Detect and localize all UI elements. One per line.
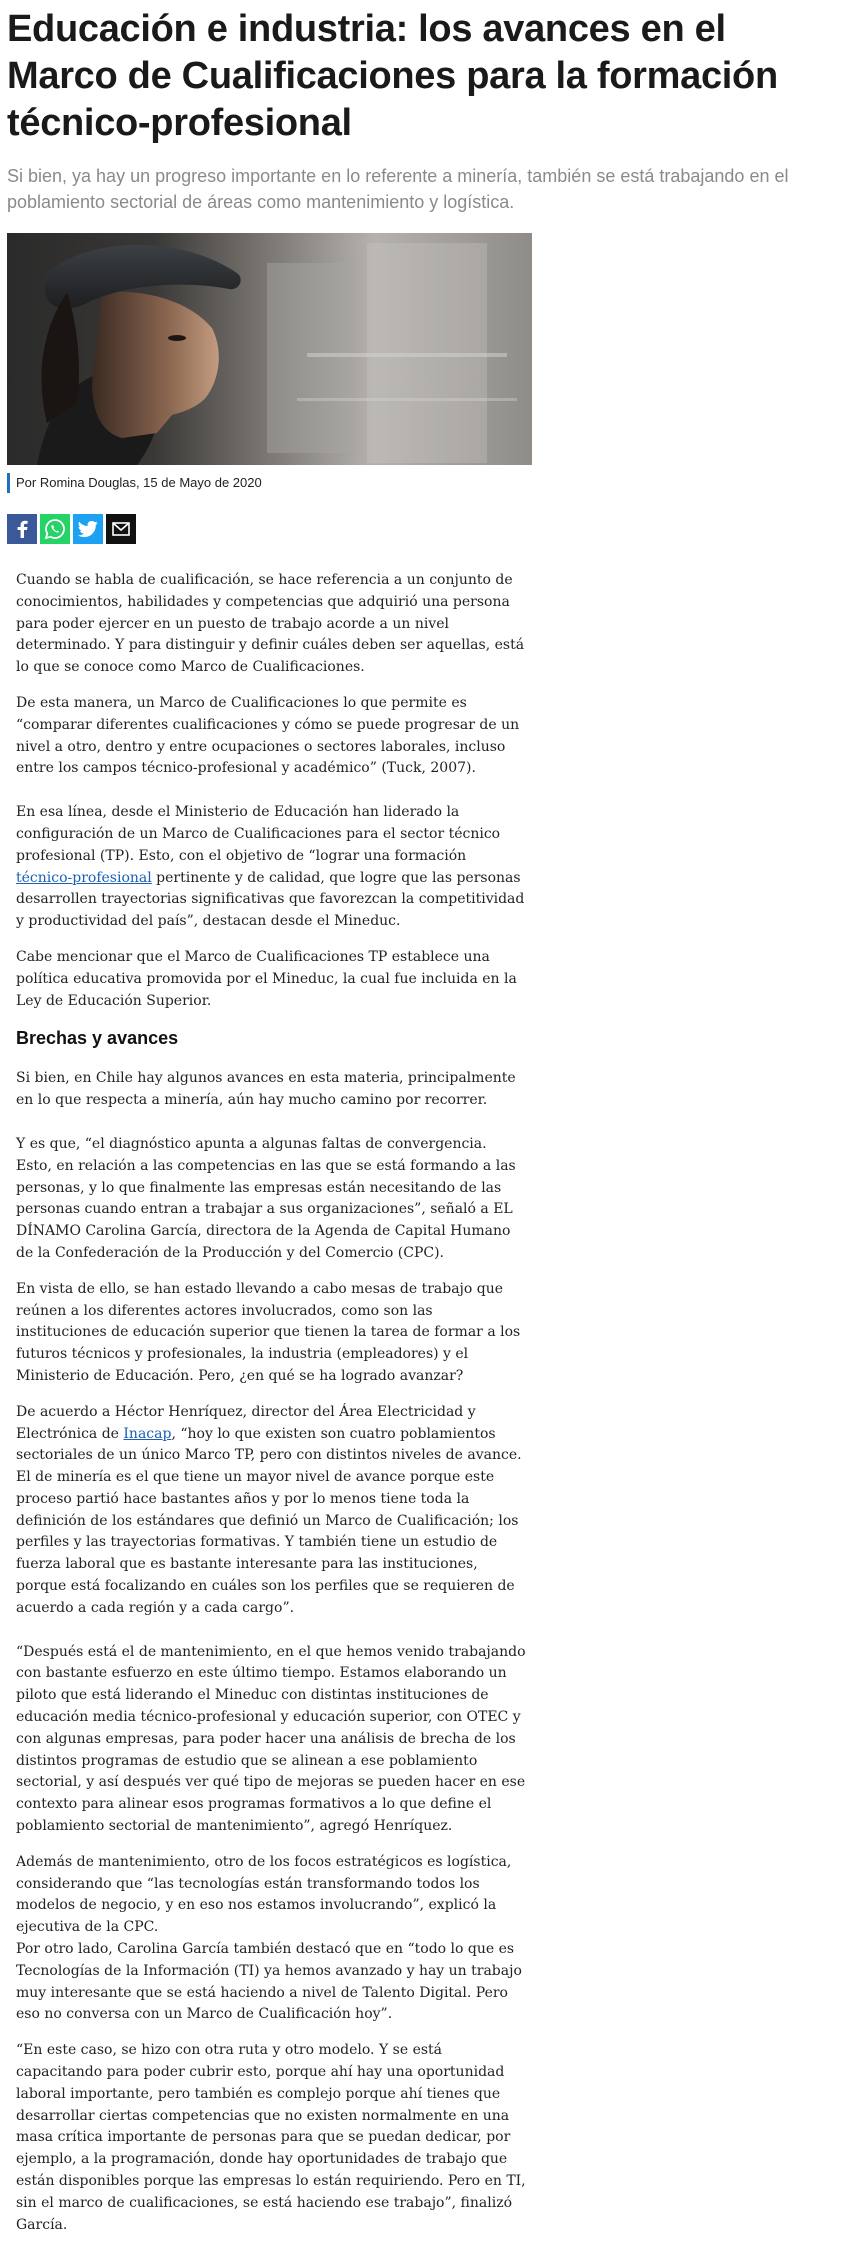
section-heading: Brechas y avances [16, 1028, 179, 1049]
paragraph-3-text-b: pertinente y de calidad, que logre que las personas desarrollen trayectorias significativas que favorezcan la competitividad y productividad del país”, destacan desde el Mineduc. [16, 869, 525, 930]
paragraph-6: Y es que, “el diagnóstico apunta a algunas faltas de convergencia. Esto, en relación a las competencias en las que se está formando a las personas, y lo que finalmente las empresas están necesitando de las personas cuando entran a trabajar a sus organizaciones”, señaló a EL DÍNAMO Carolina García, directora de la Agenda de Capital Humano de la Confederación de la Producción y del Comercio (CPC). [16, 1135, 516, 1261]
email-icon [112, 522, 130, 536]
article-body [16, 570, 526, 2250]
paragraph-4: Cabe mencionar que el Marco de Cualificaciones TP establece una política educativa promovida por el Mineduc, la cual fue incluida en la Ley de Educación Superior. [16, 948, 517, 1009]
article-byline: Por Romina Douglas, 15 de Mayo de 2020 [7, 473, 262, 493]
facebook-share-button[interactable] [7, 514, 37, 544]
share-bar [7, 514, 136, 544]
hero-photo [7, 233, 532, 465]
paragraph-3-text-a: En esa línea, desde el Ministerio de Educación han liderado la configuración de un Marco de Cualificaciones para el sector técnico profesional (TP). Esto, con el objetivo de “lograr una formación [16, 804, 501, 864]
paragraph-8-text-a: De acuerdo a Héctor Henríquez, director del Área Electricidad y Electrónica de [16, 1403, 476, 1442]
paragraph-10-text-a: Además de mantenimiento, otro de los focos estratégicos es logística, considerando que “las tecnologías están transformando todos los modelos de negocio, y en eso nos estamos involucrando”, explicó la ejecutiva de la CPC. [16, 1853, 512, 1936]
article-title: Educación e industria: los avances en el Marco de Cualificaciones para la formación técnico-profesional [7, 8, 778, 144]
paragraph-2: De esta manera, un Marco de Cualificaciones lo que permite es “comparar diferentes cualificaciones y cómo se puede progresar de un nivel a otro, dentro y entre ocupaciones o sectores laborales, incluso entre los campos técnico-profesional y académico” (Tuck, 2007). [16, 694, 520, 777]
tecnico-profesional-link[interactable]: técnico-profesional [16, 869, 152, 886]
email-share-button[interactable] [106, 514, 136, 544]
paragraph-3 [16, 802, 526, 933]
paragraph-8-text-b: , “hoy lo que existen son cuatro poblamientos sectoriales de un único Marco TP, pero con distintos niveles de avance. El de minería es el que tiene un mayor nivel de avance porque este proceso partió hace bastantes años y por lo menos tiene toda la definición de los estándares que definió un Marco de Cualificación; los perfiles y las trayectorias formativas. Y también tiene un estudio de fuerza laboral que es bastante interesante para las instituciones, porque está focalizando en cuáles son los perfiles que se requieren de acuerdo a cada región y a cada cargo”. [16, 1425, 522, 1616]
inacap-link[interactable]: Inacap [123, 1425, 172, 1442]
paragraph-10-text-b: Por otro lado, Carolina García también destacó que en “todo lo que es Tecnologías de la Información (TI) ya hemos avanzado y hay un trabajo muy interesante que se está haciendo a nivel de Talento Digital. Pero eso no conversa con un Marco de Cualificación hoy”. [16, 1941, 522, 2023]
paragraph-10 [16, 1852, 526, 2026]
paragraph-8 [16, 1402, 526, 1620]
paragraph-11: “En este caso, se hizo con otra ruta y otro modelo. Y se está capacitando para poder cubrir esto, porque ahí hay una oportunidad laboral importante, pero también es complejo porque ahí tienes que desarrollar ciertas competencias que no existen normalmente en una masa crítica importante de personas para que se puedan dedicar, por ejemplo, a la programación, donde hay oportunidades de trabajo que están disponibles porque las empresas lo están requiriendo. Pero en TI, sin el marco de cualificaciones, se está haciendo ese trabajo”, finalizó García. [16, 2042, 526, 2233]
whatsapp-icon [44, 518, 66, 540]
paragraph-5: Si bien, en Chile hay algunos avances en esta materia, principalmente en lo que respecta a minería, aún hay mucho camino por recorrer. [16, 1070, 516, 1109]
article-subtitle: Si bien, ya hay un progreso importante en lo referente a minería, también se está trabajando en el poblamiento sectorial de áreas como mantenimiento y logística. [7, 166, 789, 212]
whatsapp-share-button[interactable] [40, 514, 70, 544]
hero-image [7, 233, 532, 465]
facebook-icon [15, 520, 29, 538]
paragraph-7: En vista de ello, se han estado llevando a cabo mesas de trabajo que reúnen a los diferentes actores involucrados, como son las instituciones de educación superior que tienen la tarea de formar a los futuros técnicos y profesionales, la industria (empleadores) y el Ministerio de Educación. Pero, ¿en qué se ha logrado avanzar? [16, 1280, 521, 1384]
paragraph-1: Cuando se habla de cualificación, se hace referencia a un conjunto de conocimientos, habilidades y competencias que adquirió una persona para poder ejercer en un puesto de trabajo acorde a un nivel determinado. Y para distinguir y definir cuáles deben ser aquellas, está lo que se conoce como Marco de Cualificaciones. [16, 572, 525, 676]
paragraph-9: “Después está el de mantenimiento, en el que hemos venido trabajando con bastante esfuerzo en este último tiempo. Estamos elaborando un piloto que está liderando el Mineduc con distintas instituciones de educación media técnico-profesional y educación superior, con OTEC y con algunas empresas, para poder hacer una análisis de brecha de los distintos programas de estudio que se alinean a ese poblamiento sectorial, y así después ver qué tipo de mejoras se pueden hacer en ese contexto para alinear esos programas formativos a lo que define el poblamiento sectorial de mantenimiento”, agregó Henríquez. [16, 1643, 526, 1835]
twitter-share-button[interactable] [73, 514, 103, 544]
twitter-icon [78, 521, 98, 538]
